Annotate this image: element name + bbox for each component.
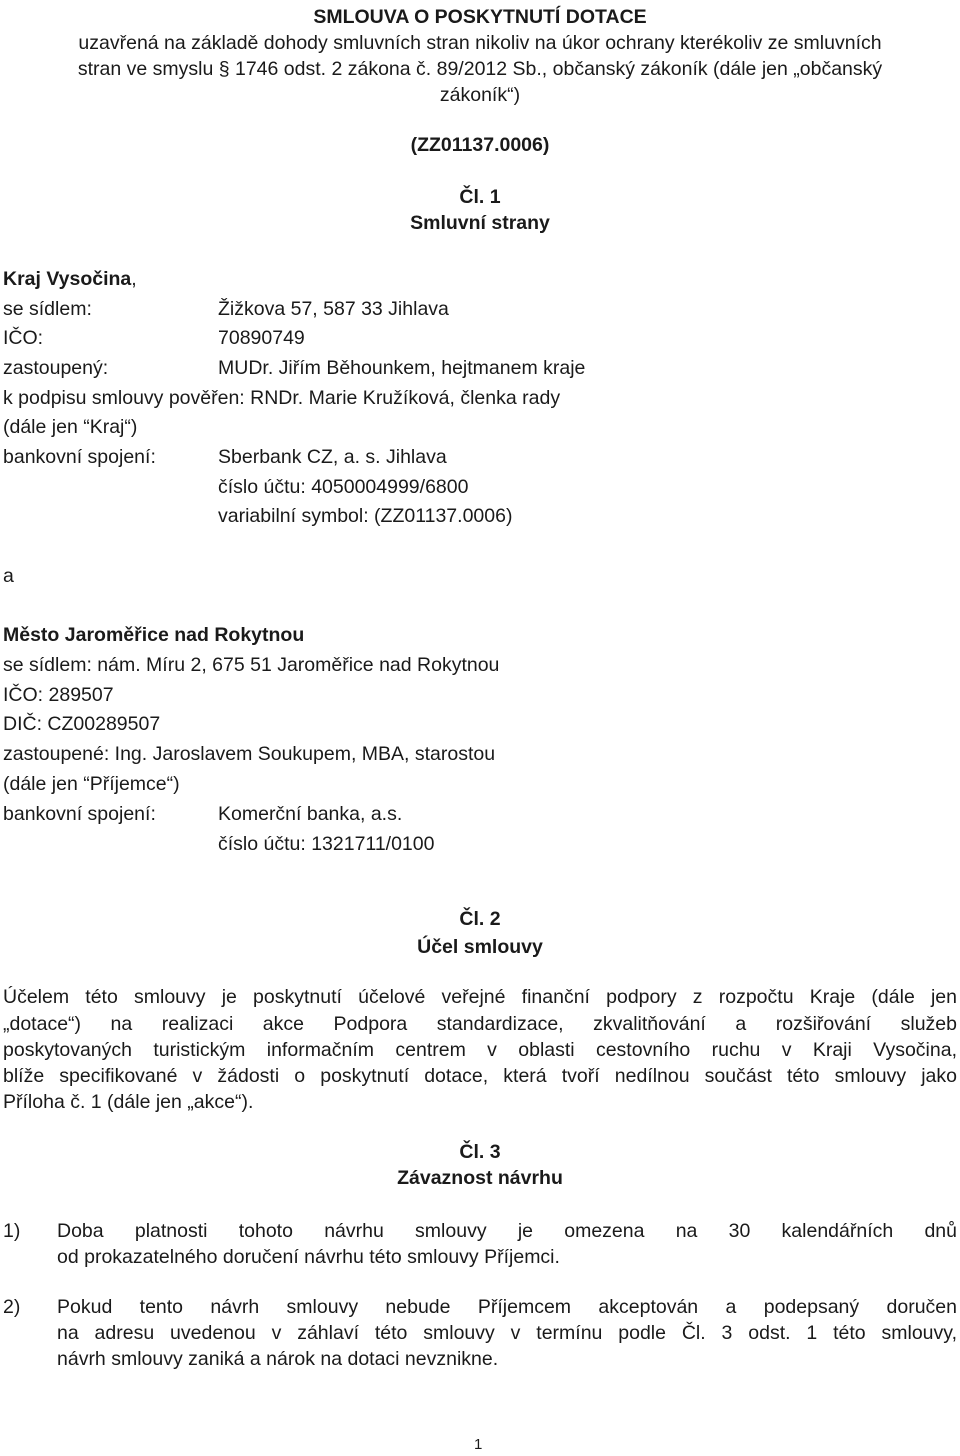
document-subtitle-line-2: stran ve smyslu § 1746 odst. 2 zákona č. 89/2012 Sb., občanský zákoník (dále jen „občanský bbox=[77, 58, 883, 80]
party-1-represented-value: MUDr. Jiřím Běhounkem, hejtmanem kraje bbox=[218, 357, 586, 379]
party-2-seat: se sídlem: nám. Míru 2, 675 51 Jaroměřice nad Rokytnou bbox=[3, 654, 500, 676]
party-1-seat-value: Žižkova 57, 587 33 Jihlava bbox=[218, 298, 449, 320]
party-1-alias: (dále jen “Kraj“) bbox=[3, 416, 138, 438]
article-2-number: Čl. 2 bbox=[459, 908, 501, 930]
party-1-name-suffix: , bbox=[131, 268, 137, 290]
party-2-name: Město Jaroměřice nad Rokytnou bbox=[3, 624, 305, 646]
party-2-bank-label: bankovní spojení: bbox=[3, 803, 156, 825]
party-2-alias: (dále jen “Příjemce“) bbox=[3, 773, 180, 795]
party-1-seat-label: se sídlem: bbox=[3, 298, 92, 320]
article-1-number: Čl. 1 bbox=[459, 186, 501, 208]
party-1-bank-value: Sberbank CZ, a. s. Jihlava bbox=[218, 446, 447, 468]
article-3-item-1-marker: 1) bbox=[3, 1220, 21, 1242]
document-subtitle-line-3: zákoník“) bbox=[439, 84, 521, 106]
article-3-item-2-marker: 2) bbox=[3, 1296, 21, 1318]
party-1-ico-label: IČO: bbox=[3, 327, 44, 349]
article-1-heading: Smluvní strany bbox=[410, 212, 550, 234]
party-1-account: číslo účtu: 4050004999/6800 bbox=[218, 476, 469, 498]
document-subtitle-line-1: uzavřená na základě dohody smluvních stran nikoliv na úkor ochrany kterékoliv ze smluvních bbox=[78, 32, 882, 54]
article-3-item-1-line: Doba platnosti tohoto návrhu smlouvy je omezena na 30 kalendářních dnů bbox=[57, 1220, 957, 1242]
article-3-item-1-line: od prokazatelného doručení návrhu této smlouvy Příjemci. bbox=[57, 1246, 560, 1268]
party-2-bank-value: Komerční banka, a.s. bbox=[218, 803, 403, 825]
party-1-represented-label: zastoupený: bbox=[3, 357, 109, 379]
article-3-heading: Závaznost návrhu bbox=[397, 1167, 563, 1189]
article-3-number: Čl. 3 bbox=[459, 1141, 501, 1163]
article-2-paragraph-line: blíže specifikované v žádosti o poskytnutí dotace, která tvoří nedílnou součást této smlouvy jako bbox=[3, 1065, 957, 1087]
party-1-signing-line: k podpisu smlouvy pověřen: RNDr. Marie Kružíková, členka rady bbox=[3, 387, 561, 409]
party-2-account: číslo účtu: 1321711/0100 bbox=[218, 833, 435, 855]
contract-number: (ZZ01137.0006) bbox=[410, 134, 550, 156]
article-3-item-2-line: na adresu uvedenou v záhlaví této smlouvy v termínu podle Čl. 3 odst. 1 této smlouvy, bbox=[57, 1322, 957, 1344]
article-2-paragraph-line: Účelem této smlouvy je poskytnutí účelové veřejné finanční podpory z rozpočtu Kraje (dále jen bbox=[3, 986, 957, 1008]
article-2-heading: Účel smlouvy bbox=[417, 936, 543, 958]
party-1-ico-value: 70890749 bbox=[218, 327, 305, 349]
party-1-bank-label: bankovní spojení: bbox=[3, 446, 156, 468]
party-1-variable-symbol: variabilní symbol: (ZZ01137.0006) bbox=[218, 505, 513, 527]
party-2-ico: IČO: 289507 bbox=[3, 684, 114, 706]
party-1-name-line bbox=[3, 266, 137, 292]
party-2-dic: DIČ: CZ00289507 bbox=[3, 713, 161, 735]
article-3-item-2-line: Pokud tento návrh smlouvy nebude Příjemcem akceptován a podepsaný doručen bbox=[57, 1296, 957, 1318]
party-1-name: Kraj Vysočina bbox=[3, 268, 132, 290]
article-2-paragraph-line: poskytovaných turistickým informačním centrem v oblasti cestovního ruchu v Kraji Vysočina, bbox=[3, 1039, 957, 1061]
parties-conjunction: a bbox=[3, 565, 14, 587]
article-3-item-2-line: návrh smlouvy zaniká a nárok na dotaci nevznikne. bbox=[57, 1348, 499, 1370]
article-2-paragraph-line: Příloha č. 1 (dále jen „akce“). bbox=[3, 1091, 254, 1113]
article-2-paragraph-line: „dotace“) na realizaci akce Podpora standardizace, zkvalitňování a rozšiřování služeb bbox=[3, 1013, 957, 1035]
party-2-represented: zastoupené: Ing. Jaroslavem Soukupem, MBA, starostou bbox=[3, 743, 496, 765]
page-number: 1 bbox=[474, 1436, 483, 1453]
document-title: SMLOUVA O POSKYTNUTÍ DOTACE bbox=[313, 6, 647, 28]
